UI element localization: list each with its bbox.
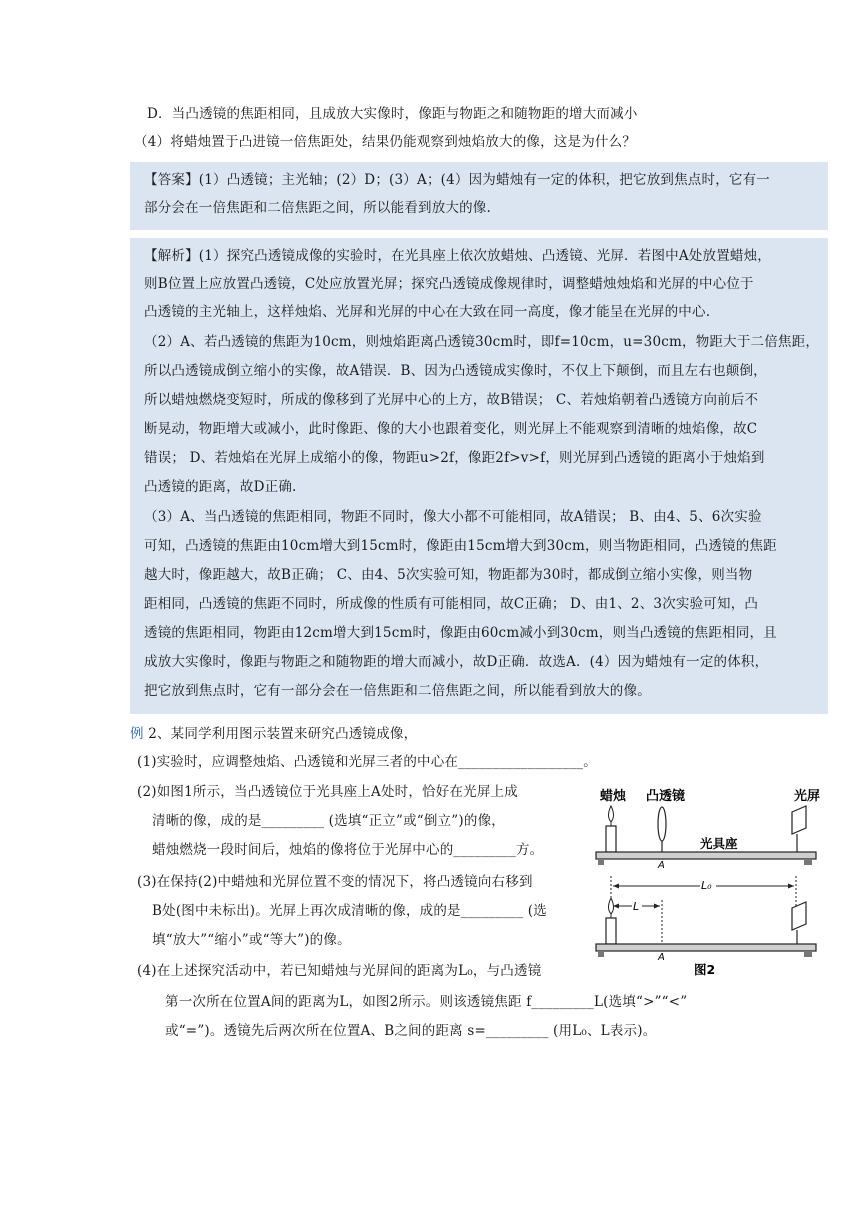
light-screen-icon (792, 902, 806, 930)
analysis-line: 错误； D、若烛焰在光屏上成缩小的像，物距u>2f，像距2f>v>f，则光屏到凸透镜的距离小于烛焰到 (144, 450, 765, 466)
question-4-text: （4）将蜡烛置于凸进镜一倍焦距处，结果仍能观察到烛焰放大的像，这是为什么？ (134, 134, 636, 150)
point-a-label: A (658, 952, 665, 963)
screen-label: 光屏 (794, 789, 821, 804)
convex-lens-icon (658, 807, 666, 841)
analysis-line: 越大时，像距越大，故B正确； C、由4、5次实验可知，物距都为30时，都成倒立缩小实像，则当物 (144, 567, 753, 583)
answer-line: 【答案】(1）凸透镜；主光轴；(2）D；(3）A；(4）因为蜡烛有一定的体积，把它放到焦点时，它有一 (144, 172, 770, 188)
ex2-question-3-line1: (3)在保持(2)中蜡烛和光屏位置不变的情况下，将凸透镜向右移到 (137, 874, 533, 890)
ex2-question-4-line2: 第一次所在位置A间的距离为L，如图2所示。则该透镜焦距 f_________L(选填“>”“<” (165, 994, 688, 1010)
analysis-line: 则B位置上应放置凸透镜，C处应放置光屏；探究凸透镜成像规律时，调整蜡烛烛焰和光屏的中心位于 (144, 276, 754, 292)
candle-icon (606, 898, 616, 944)
ex2-question-3-line3: 填“放大”“缩小”或“等大”)的像。 (152, 932, 351, 948)
answer-box (130, 162, 828, 230)
ex2-question-4-line3: 或“=”)。透镜先后两次所在位置A、B之间的距离 s=_________ (用L₀、L表示)。 (165, 1023, 657, 1039)
l-label: L (633, 900, 640, 913)
analysis-line: 透镜的焦距相同，物距由12cm增大到15cm时，像距由60cm减小到30cm，则当凸透镜的焦距相同，且 (144, 625, 777, 641)
analysis-line: 所以蜡烛燃烧变短时，所成的像移到了光屏中心的上方，故B错误； C、若烛焰朝着凸透镜方向前后不 (144, 392, 759, 408)
example-2-title (130, 724, 417, 744)
optical-bench-rail (596, 944, 816, 951)
ex2-question-2-line1: (2)如图1所示，当凸透镜位于光具座上A处时，恰好在光屏上成 (137, 784, 518, 800)
analysis-line: 凸透镜的距离，故D正确. (144, 479, 297, 495)
analysis-line: 所以凸透镜成倒立缩小的实像，故A错误．B、因为凸透镜成实像时，不仅上下颠倒，而且左右也颠倒， (144, 363, 767, 379)
optical-bench-rail (596, 852, 816, 859)
l0-label: L₀ (701, 879, 712, 892)
example-title-text: 2、某同学利用图示装置来研究凸透镜成像， (143, 726, 418, 742)
ex2-question-1: (1)实验时，应调整烛焰、凸透镜和光屏三者的中心在__________________。 (137, 754, 597, 770)
lens-label: 凸透镜 (646, 789, 686, 804)
analysis-line: 距相同，凸透镜的焦距不同时，所成像的性质有可能相同，故C正确； D、由1、2、3次实验可知，凸 (144, 596, 759, 612)
candle-label: 蜡烛 (600, 789, 627, 804)
point-a-label: A (658, 860, 665, 871)
bench-label: 光具座 (700, 836, 738, 851)
light-screen-icon (792, 806, 806, 834)
example-label: 例 (130, 726, 144, 742)
analysis-box (130, 238, 828, 714)
option-d-text: D．当凸透镜的焦距相同，且成放大实像时，像距与物距之和随物距的增大而减小 (147, 106, 638, 122)
optical-bench-figure (590, 782, 830, 982)
analysis-line: 断晃动，物距增大或减小，此时像距、像的大小也跟着变化，则光屏上不能观察到清晰的烛焰像，故C (144, 421, 758, 437)
analysis-line: 可知，凸透镜的焦距由10cm增大到15cm时，像距由15cm增大到30cm，则当物距相同，凸透镜的焦距 (144, 538, 777, 554)
answer-line: 部分会在一倍焦距和二倍焦距之间，所以能看到放大的像. (144, 200, 491, 216)
ex2-question-2-line3: 蜡烛燃烧一段时间后，烛焰的像将位于光屏中心的_________方。 (152, 842, 544, 858)
analysis-line: 成放大实像时，像距与物距之和随物距的增大而减小，故D正确．故选A．(4）因为蜡烛有一定的体积， (144, 654, 769, 670)
analysis-line: 【解析】(1）探究凸透镜成像的实验时，在光具座上依次放蜡烛、凸透镜、光屏．若图中A处放置蜡烛， (144, 248, 772, 264)
ex2-question-4-line1: (4)在上述探究活动中，若已知蜡烛与光屏间的距离为L₀，与凸透镜 (137, 963, 542, 979)
ex2-question-3-line2: B处(图中未标出)。光屏上再次成清晰的像，成的是_________ (选 (152, 903, 547, 919)
analysis-line: 凸透镜的主光轴上，这样烛焰、光屏和光屏的中心在大致在同一高度，像才能呈在光屏的中心. (144, 304, 711, 320)
analysis-line: （2）A、若凸透镜的焦距为10cm，则烛焰距离凸透镜30cm时，即f=10cm，u=30cm，物距大于二倍焦距， (144, 334, 820, 350)
figure-2-caption: 图2 (694, 962, 716, 977)
candle-icon (606, 806, 616, 852)
ex2-question-2-line2: 清晰的像，成的是_________ (选填“正立”或“倒立”)的像， (152, 813, 505, 829)
analysis-line: （3）A、当凸透镜的焦距相同，物距不同时，像大小都不可能相同，故A错误； B、由4、5、6次实验 (144, 509, 762, 525)
analysis-line: 把它放到焦点时，它有一部分会在一倍焦距和二倍焦距之间，所以能看到放大的像。 (144, 683, 651, 699)
